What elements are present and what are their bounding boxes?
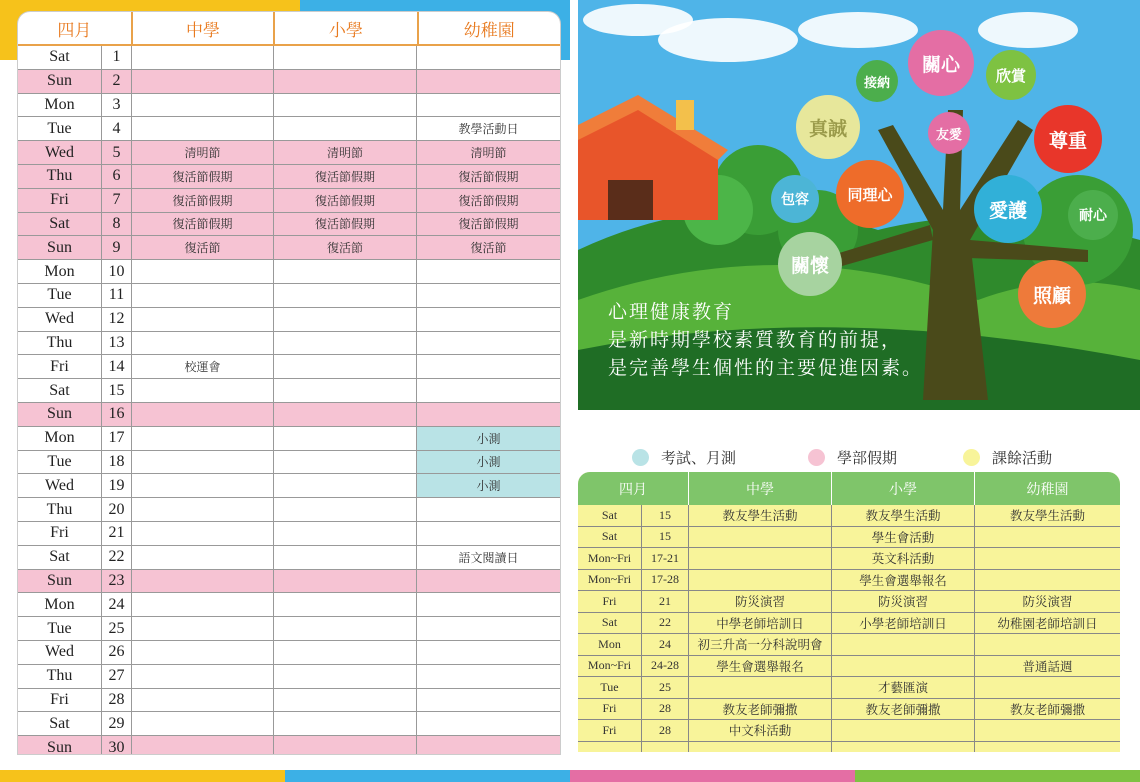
act-date-cell: 28 [642, 699, 689, 720]
kindergarten-cell: 清明節 [470, 146, 507, 161]
secondary-cell [132, 736, 274, 754]
act-secondary-cell [689, 677, 832, 698]
secondary-cell: 清明節 [132, 141, 274, 164]
act-kindergarten-cell [975, 677, 1120, 698]
kindergarten-cell [417, 403, 560, 426]
act-weekday-cell: Mon [578, 634, 642, 655]
date-cell: 18 [102, 451, 132, 474]
secondary-cell [132, 94, 274, 117]
primary-cell [274, 94, 417, 117]
hero-caption-line: 是新時期學校素質教育的前提， [608, 329, 903, 351]
act-weekday-cell: Sat [578, 505, 642, 526]
secondary-cell [132, 451, 274, 474]
secondary-cell [132, 712, 274, 735]
date-cell: 8 [102, 213, 132, 236]
act-kindergarten-cell [975, 548, 1120, 569]
primary-cell [274, 427, 417, 450]
kindergarten-cell [417, 617, 560, 640]
secondary-cell [132, 617, 274, 640]
legend-dot [963, 449, 980, 466]
primary-cell [274, 593, 417, 616]
date-cell: 13 [102, 332, 132, 355]
value-bubble: 耐心 [1068, 190, 1118, 240]
act-primary-cell: 才藝匯演 [832, 677, 975, 698]
header-kindergarten: 幼稚園 [463, 20, 515, 41]
kindergarten-cell: 教學活動日 [458, 122, 519, 137]
date-cell: 24 [102, 593, 132, 616]
act-date-cell: 24 [642, 634, 689, 655]
value-bubble: 接納 [856, 60, 898, 102]
date-cell: 9 [102, 236, 132, 259]
calendar-row [18, 355, 560, 379]
act-date-cell: 15 [642, 505, 689, 526]
legend-label: 學部假期 [837, 449, 898, 467]
secondary-cell [132, 570, 274, 593]
activity-row [578, 656, 1120, 678]
date-cell: 17 [102, 427, 132, 450]
act-kindergarten-cell: 防災演習 [1022, 594, 1073, 610]
date-cell: 26 [102, 641, 132, 664]
calendar-row [18, 403, 560, 427]
activity-row [578, 570, 1120, 592]
date-cell: 15 [102, 379, 132, 402]
date-cell: 16 [102, 403, 132, 426]
date-cell: 25 [102, 617, 132, 640]
act-weekday-cell: Mon~Fri [578, 656, 642, 677]
act-secondary-cell: 中學老師培訓日 [689, 613, 832, 634]
hero-caption-line: 是完善學生個性的主要促進因素。 [608, 357, 924, 379]
primary-cell [274, 570, 417, 593]
weekday-cell: Thu [18, 165, 102, 188]
act-secondary-cell: 學生會選舉報名 [689, 656, 832, 677]
act-secondary-cell: 中文科活動 [689, 720, 832, 741]
legend-holidays [808, 447, 897, 468]
weekday-cell: Mon [18, 427, 102, 450]
act-secondary-cell: 教友學生活動 [689, 505, 832, 526]
activity-row [578, 634, 1120, 656]
calendar-row [18, 308, 560, 332]
calendar-header [18, 12, 560, 46]
calendar-row [18, 117, 560, 141]
kindergarten-cell [417, 308, 560, 331]
act-kindergarten-cell: 普通話週 [1022, 658, 1073, 674]
activities-header [578, 472, 1120, 505]
date-cell: 21 [102, 522, 132, 545]
weekday-cell: Wed [18, 641, 102, 664]
date-cell: 28 [102, 689, 132, 712]
primary-cell [274, 379, 417, 402]
calendar-row [18, 213, 560, 237]
act-weekday-cell: Mon~Fri [578, 548, 642, 569]
weekday-cell: Sat [18, 546, 102, 569]
primary-cell [274, 498, 417, 521]
primary-cell: 復活節假期 [274, 213, 417, 236]
act-weekday-cell: Sat [578, 527, 642, 548]
act-secondary-cell: 教友老師彌撒 [689, 699, 832, 720]
date-cell: 2 [102, 70, 132, 93]
calendar-row [18, 498, 560, 522]
calendar-row [18, 665, 560, 689]
date-cell: 23 [102, 570, 132, 593]
weekday-cell: Wed [18, 141, 102, 164]
weekday-cell: Tue [18, 117, 102, 140]
act-primary-cell: 英文科活動 [832, 548, 975, 569]
hero-illustration [578, 0, 1140, 410]
kindergarten-cell [417, 689, 560, 712]
calendar-row [18, 284, 560, 308]
act-kindergarten-cell: 教友學生活動 [1009, 508, 1085, 524]
weekday-cell: Wed [18, 474, 102, 497]
secondary-cell: 校運會 [132, 355, 274, 378]
calendar-row [18, 570, 560, 594]
secondary-cell [132, 641, 274, 664]
weekday-cell: Fri [18, 522, 102, 545]
kindergarten-cell: 復活節 [470, 241, 507, 256]
primary-cell [274, 736, 417, 754]
weekday-cell: Sat [18, 213, 102, 236]
act-kindergarten-cell [975, 570, 1120, 591]
act-date-cell [642, 742, 689, 753]
activity-row [578, 505, 1120, 527]
act-date-cell: 28 [642, 720, 689, 741]
weekday-cell: Sat [18, 712, 102, 735]
calendar-row [18, 712, 560, 736]
primary-cell [274, 474, 417, 497]
act-date-cell: 15 [642, 527, 689, 548]
act-header-kindergarten: 幼稚園 [1026, 481, 1069, 498]
calendar-row [18, 593, 560, 617]
secondary-cell: 復活節 [132, 236, 274, 259]
kindergarten-cell [417, 641, 560, 664]
hero-caption-line: 心理健康教育 [608, 301, 735, 323]
calendar-row [18, 617, 560, 641]
primary-cell [274, 712, 417, 735]
date-cell: 19 [102, 474, 132, 497]
primary-cell [274, 332, 417, 355]
secondary-cell [132, 117, 274, 140]
date-cell: 7 [102, 189, 132, 212]
calendar-row [18, 689, 560, 713]
calendar-row [18, 522, 560, 546]
activity-row [578, 699, 1120, 721]
activities-table [578, 472, 1120, 752]
weekday-cell: Mon [18, 260, 102, 283]
kindergarten-cell: 復活節假期 [458, 193, 519, 208]
primary-cell [274, 284, 417, 307]
calendar-row [18, 474, 560, 498]
act-secondary-cell [689, 570, 832, 591]
act-primary-cell: 教友老師彌撒 [832, 699, 975, 720]
legend-label: 課餘活動 [992, 449, 1053, 467]
kindergarten-cell [417, 379, 560, 402]
calendar-row [18, 141, 560, 165]
weekday-cell: Fri [18, 355, 102, 378]
primary-cell [274, 522, 417, 545]
act-primary-cell: 學生會活動 [832, 527, 975, 548]
primary-cell: 復活節假期 [274, 189, 417, 212]
act-weekday-cell: Fri [578, 591, 642, 612]
weekday-cell: Sat [18, 46, 102, 69]
date-cell: 11 [102, 284, 132, 307]
weekday-cell: Sun [18, 736, 102, 754]
header-month: 四月 [18, 12, 133, 44]
primary-cell [274, 355, 417, 378]
legend-activities [963, 447, 1052, 468]
act-primary-cell: 學生會選舉報名 [832, 570, 975, 591]
primary-cell [274, 308, 417, 331]
act-secondary-cell [689, 548, 832, 569]
calendar-row [18, 451, 560, 475]
value-bubble: 真誠 [796, 95, 860, 159]
kindergarten-cell [417, 593, 560, 616]
kindergarten-cell: 復活節假期 [458, 217, 519, 232]
act-header-month: 四月 [578, 472, 689, 505]
secondary-cell [132, 332, 274, 355]
weekday-cell: Sat [18, 379, 102, 402]
weekday-cell: Mon [18, 94, 102, 117]
kindergarten-cell: 小測 [417, 474, 560, 497]
primary-cell [274, 617, 417, 640]
calendar-body [18, 46, 560, 754]
secondary-cell: 復活節假期 [132, 213, 274, 236]
act-primary-cell [832, 634, 975, 655]
secondary-cell [132, 284, 274, 307]
act-weekday-cell: Fri [578, 699, 642, 720]
act-date-cell: 25 [642, 677, 689, 698]
act-primary-cell: 防災演習 [832, 591, 975, 612]
act-secondary-cell: 防災演習 [689, 591, 832, 612]
kindergarten-cell [417, 260, 560, 283]
weekday-cell: Sun [18, 403, 102, 426]
weekday-cell: Fri [18, 689, 102, 712]
weekday-cell: Sun [18, 236, 102, 259]
kindergarten-cell [417, 70, 560, 93]
calendar-row [18, 70, 560, 94]
value-bubble: 愛護 [974, 175, 1042, 243]
weekday-cell: Fri [18, 189, 102, 212]
calendar-row [18, 379, 560, 403]
kindergarten-cell [417, 355, 560, 378]
primary-cell [274, 70, 417, 93]
act-kindergarten-cell [975, 527, 1120, 548]
date-cell: 4 [102, 117, 132, 140]
weekday-cell: Sun [18, 570, 102, 593]
date-cell: 20 [102, 498, 132, 521]
weekday-cell: Sun [18, 70, 102, 93]
act-date-cell: 17-21 [642, 548, 689, 569]
calendar-row [18, 332, 560, 356]
date-cell: 14 [102, 355, 132, 378]
date-cell: 5 [102, 141, 132, 164]
secondary-cell [132, 665, 274, 688]
primary-cell [274, 451, 417, 474]
secondary-cell: 復活節假期 [132, 189, 274, 212]
date-cell: 10 [102, 260, 132, 283]
legend-dot [632, 449, 649, 466]
weekday-cell: Mon [18, 593, 102, 616]
act-date-cell: 24-28 [642, 656, 689, 677]
act-header-primary: 小學 [832, 472, 975, 505]
kindergarten-cell [417, 284, 560, 307]
kindergarten-cell [417, 94, 560, 117]
act-date-cell: 17-28 [642, 570, 689, 591]
weekday-cell: Thu [18, 665, 102, 688]
activity-row [578, 677, 1120, 699]
calendar-row [18, 165, 560, 189]
primary-cell: 復活節假期 [274, 165, 417, 188]
primary-cell [274, 260, 417, 283]
kindergarten-cell [417, 736, 560, 754]
weekday-cell: Thu [18, 332, 102, 355]
activity-row [578, 742, 1120, 753]
kindergarten-cell [417, 570, 560, 593]
act-weekday-cell: Mon~Fri [578, 570, 642, 591]
kindergarten-cell [417, 712, 560, 735]
value-bubble: 欣賞 [986, 50, 1036, 100]
value-bubble: 關懷 [778, 232, 842, 296]
activity-row [578, 527, 1120, 549]
date-cell: 22 [102, 546, 132, 569]
primary-cell [274, 665, 417, 688]
kindergarten-cell [417, 332, 560, 355]
weekday-cell: Tue [18, 451, 102, 474]
calendar-row [18, 641, 560, 665]
calendar-row [18, 236, 560, 260]
act-secondary-cell [689, 527, 832, 548]
primary-cell [274, 117, 417, 140]
act-kindergarten-cell [975, 720, 1120, 741]
primary-cell [274, 46, 417, 69]
date-cell: 3 [102, 94, 132, 117]
act-secondary-cell [689, 742, 832, 753]
act-kindergarten-cell: 幼稚園老師培訓日 [997, 615, 1098, 631]
weekday-cell: Wed [18, 308, 102, 331]
secondary-cell: 復活節假期 [132, 165, 274, 188]
calendar-row [18, 736, 560, 754]
value-bubble: 尊重 [1034, 105, 1102, 173]
act-date-cell: 22 [642, 613, 689, 634]
act-primary-cell: 教友學生活動 [832, 505, 975, 526]
secondary-cell [132, 689, 274, 712]
secondary-cell [132, 260, 274, 283]
date-cell: 12 [102, 308, 132, 331]
date-cell: 29 [102, 712, 132, 735]
act-date-cell: 21 [642, 591, 689, 612]
weekday-cell: Tue [18, 617, 102, 640]
act-weekday-cell: Sat [578, 613, 642, 634]
date-cell: 30 [102, 736, 132, 754]
secondary-cell [132, 546, 274, 569]
primary-cell [274, 689, 417, 712]
secondary-cell [132, 593, 274, 616]
date-cell: 6 [102, 165, 132, 188]
act-primary-cell [832, 742, 975, 753]
kindergarten-cell [417, 46, 560, 69]
act-primary-cell [832, 720, 975, 741]
calendar-row [18, 546, 560, 570]
legend-label: 考試、月測 [661, 449, 737, 467]
calendar-row [18, 189, 560, 213]
hero-caption [608, 298, 923, 382]
weekday-cell: Thu [18, 498, 102, 521]
primary-cell [274, 403, 417, 426]
primary-cell: 復活節 [274, 236, 417, 259]
act-kindergarten-cell: 教友老師彌撒 [1009, 701, 1085, 717]
header-primary: 小學 [275, 12, 418, 44]
act-weekday-cell: Tue [578, 677, 642, 698]
activity-row [578, 591, 1120, 613]
kindergarten-cell: 小測 [417, 427, 560, 450]
legend-exams [632, 447, 736, 468]
activity-row [578, 548, 1120, 570]
calendar-row [18, 427, 560, 451]
primary-cell [274, 641, 417, 664]
act-secondary-cell: 初三升高一分科說明會 [689, 634, 832, 655]
value-bubble: 照顧 [1018, 260, 1086, 328]
legend-dot [808, 449, 825, 466]
decor-bottom-bar [0, 770, 1140, 782]
value-bubble: 同理心 [836, 160, 904, 228]
kindergarten-cell: 小測 [417, 451, 560, 474]
act-weekday-cell [578, 742, 642, 753]
calendar-row [18, 46, 560, 70]
act-kindergarten-cell [975, 742, 1120, 753]
primary-cell [274, 546, 417, 569]
act-kindergarten-cell [975, 634, 1120, 655]
date-cell: 27 [102, 665, 132, 688]
date-cell: 1 [102, 46, 132, 69]
act-header-secondary: 中學 [689, 472, 832, 505]
kindergarten-cell [417, 498, 560, 521]
secondary-cell [132, 403, 274, 426]
header-secondary: 中學 [133, 12, 275, 44]
primary-cell: 清明節 [274, 141, 417, 164]
act-primary-cell: 小學老師培訓日 [832, 613, 975, 634]
secondary-cell [132, 427, 274, 450]
calendar-row [18, 94, 560, 118]
value-bubble: 包容 [771, 175, 819, 223]
kindergarten-cell: 語文閱讀日 [458, 550, 519, 565]
secondary-cell [132, 46, 274, 69]
secondary-cell [132, 474, 274, 497]
secondary-cell [132, 522, 274, 545]
kindergarten-cell: 復活節假期 [458, 169, 519, 184]
weekday-cell: Tue [18, 284, 102, 307]
secondary-cell [132, 308, 274, 331]
calendar-row [18, 260, 560, 284]
value-bubble: 友愛 [928, 112, 970, 154]
act-primary-cell [832, 656, 975, 677]
activities-body [578, 505, 1120, 752]
activity-row [578, 720, 1120, 742]
activity-row [578, 613, 1120, 635]
kindergarten-cell [417, 665, 560, 688]
act-weekday-cell: Fri [578, 720, 642, 741]
value-bubble: 關心 [908, 30, 974, 96]
secondary-cell [132, 70, 274, 93]
secondary-cell [132, 498, 274, 521]
secondary-cell [132, 379, 274, 402]
kindergarten-cell [417, 522, 560, 545]
april-calendar [18, 12, 560, 754]
